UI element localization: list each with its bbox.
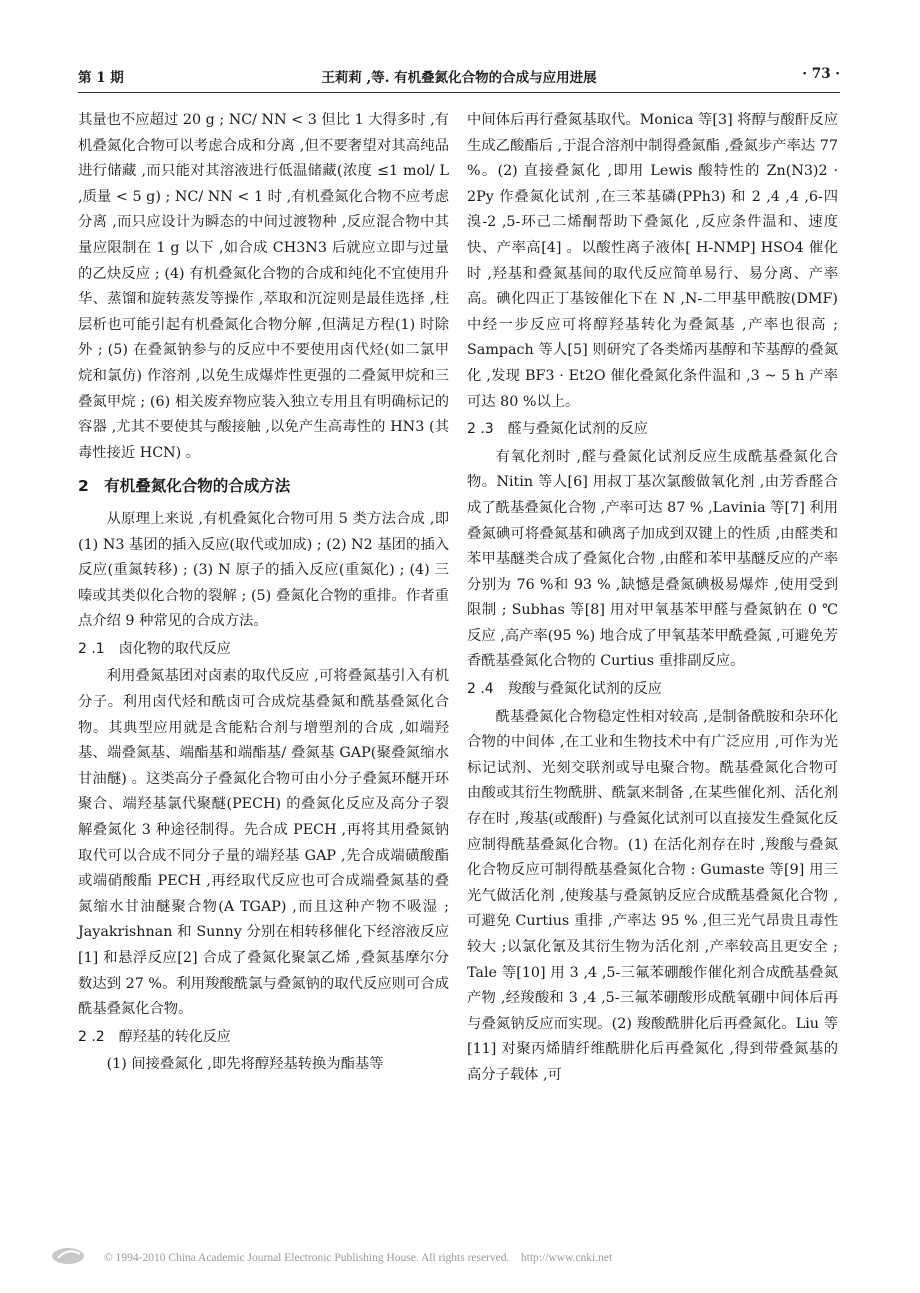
- subsection-heading: 2 .4 羧酸与叠氮化试剂的反应: [467, 681, 662, 698]
- subsection-heading: 2 .1 卤化物的取代反应: [78, 640, 231, 657]
- running-title: 王莉莉 ,等. 有机叠氮化合物的合成与应用进展: [321, 70, 597, 86]
- paragraph: (1) 间接叠氮化 ,即先将醇羟基转换为酯基等: [106, 1056, 384, 1073]
- paragraph: 其量也不应超过 20 g ; NC/ NN < 3 但比 1 大得多时 ,有机叠氮化合物可以考虑合成和分离 ,但不要奢望对其高纯品进行储藏 ,而只能对其溶液进行低温储藏(浓度 ≤1 mol/ L ,质量 < 5 g) ; NC/ NN < 1 时 ,有机叠氮化合物不应考虑分离 ,而只应设计为瞬态的中间过渡物种 ,反应混合物中其量应限制在 1 g 以下 ,如合成 CH3N3 后就应立即与过量的乙炔反应 ; (4) 有机叠氮化合物的合成和纯化不宜使用升华、蒸馏和旋转蒸发等操作 ,萃取和沉淀则是最佳选择 ,柱层析也可能引起有机叠氮化合物分解 ,但满足方程(1) 时除外 ; (5) 在叠氮钠参与的反应中不要使用卤代烃(如二氯甲烷和氯仿) 作溶剂 ,以免生成爆炸性更强的二叠氮甲烷和三叠氮甲烷 ; (6) 相关废弃物应装入独立专用且有明确标记的容器 ,尤其不要使其与酸接触 ,以免产生高毒性的 HN3 (其毒性接近 HCN) 。: [78, 112, 449, 461]
- paragraph: 有氧化剂时 ,醛与叠氮化试剂反应生成酰基叠氮化合物。Nitin 等人[6] 用叔丁基次氯酸做氧化剂 ,由芳香醛合成了酰基叠氮化合物 ,产率可达 87 % ,Lavinia 等[7] 利用叠氮碘可将叠氮基和碘离子加成到双键上的性质 ,由醛类和苯甲基醚类合成了叠氮化合物 ,由醛和苯甲基醚反应的产率分别为 76 %和 93 % ,缺憾是叠氮碘极易爆炸 ,使用受到限制 ; Subhas 等[8] 用对甲氧基苯甲醛与叠氮钠在 0 ℃反应 ,高产率(95 %) 地合成了甲氧基苯甲酰叠氮 ,可避免芳香酰基叠氮化合物的 Curtius 重排副反应。: [467, 448, 838, 670]
- paragraph: 从原理上来说 ,有机叠氮化合物可用 5 类方法合成 ,即(1) N3 基团的插入反应(取代或加成) ; (2) N2 基团的插入反应(重氮转移) ; (3) N 原子的插入反应(重氮化) ; (4) 三嗪或其类似化合物的裂解 ; (5) 叠氮化合物的重排。作者重点介绍 9 种常见的合成方法。: [78, 510, 449, 630]
- page-number: · 73 ·: [802, 66, 840, 82]
- paragraph: 利用叠氮基团对卤素的取代反应 ,可将叠氮基引入有机分子。利用卤代烃和酰卤可合成烷基叠氮和酰基叠氮化合物。其典型应用就是含能粘合剂与增塑剂的合成 ,如端羟基、端叠氮基、端酯基和端酯基/ 叠氮基 GAP(聚叠氮缩水甘油醚) 。这类高分子叠氮化合物可由小分子叠氮环醚开环聚合、端羟基氯代聚醚(PECH) 的叠氮化反应及高分子裂解叠氮化 3 种途径制得。先合成 PECH ,再将其用叠氮钠取代可以合成不同分子量的端羟基 GAP ,先合成端磺酸酯或端硝酸酯 PECH ,再经取代反应也可合成端叠氮基的叠氮缩水甘油醚聚合物(A TGAP) ,而且这种产物不吸湿 ; Jayakrishnan 和 Sunny 分别在相转移催化下经溶液反应[1] 和悬浮反应[2] 合成了叠氮化聚氯乙烯 ,叠氮基摩尔分数达到 27 %。利用羧酸酰氯与叠氮钠的取代反应则可合成酰基叠氮化合物。: [78, 668, 449, 1018]
- section-heading: 2 有机叠氮化合物的合成方法: [78, 477, 291, 496]
- right-column: [467, 108, 838, 1089]
- paragraph: 中间体后再行叠氮基取代。Monica 等[3] 将醇与酸酐反应生成乙酸酯后 ,于混合溶剂中制得叠氮酯 ,叠氮步产率达 77 %。(2) 直接叠氮化 ,即用 Lewis 酸特性的 Zn(N3)2 · 2Py 作叠氮化试剂 ,在三苯基磷(PPh3) 和 2 ,4 ,4 ,6-四溴-2 ,5-环己二烯酮帮助下叠氮化 ,反应条件温和、速度快、产率高[4] 。以酸性离子液体[ H-NMP] HSO4 催化时 ,羟基和叠氮基间的取代反应简单易行、易分离、产率高。碘化四正丁基铵催化下在 N ,N-二甲基甲酰胺(DMF) 中经一步反应可将醇羟基转化为叠氮基 ,产率也很高 ; Sampach 等人[5] 则研究了各类烯丙基醇和苄基醇的叠氮化 ,发现 BF3 · Et2O 催化叠氮化条件温和 ,3 ~ 5 h 产率可达 80 %以上。: [467, 112, 838, 410]
- cnki-logo-icon: [48, 1245, 96, 1267]
- subsection-heading: 2 .2 醇羟基的转化反应: [78, 1028, 231, 1045]
- left-column: [78, 108, 449, 1078]
- copyright-notice: © 1994-2010 China Academic Journal Electronic Publishing House. All rights reserved. http://www.cnki.net: [104, 1252, 613, 1264]
- page-footer: [48, 1245, 808, 1267]
- paragraph: 酰基叠氮化合物稳定性相对较高 ,是制备酰胺和杂环化合物的中间体 ,在工业和生物技术中有广泛应用 ,可作为光标记试剂、光刻交联剂或导电聚合物。酰基叠氮化合物可由酸或其衍生物酰肼、酰氯来制备 ,在某些催化剂、活化剂存在时 ,羧基(或酸酐) 与叠氮化试剂可以直接发生叠氮化反应制得酰基叠氮化合物。(1) 在活化剂存在时 ,羧酸与叠氮化合物反应可制得酰基叠氮化合物 : Gumaste 等[9] 用三光气做活化剂 ,使羧基与叠氮钠反应合成酰基叠氮化合物 ,可避免 Curtius 重排 ,产率达 95 % ,但三光气昂贵且毒性较大 ;以氯化氰及其衍生物为活化剂 ,产率较高且更安全 ; Tale 等[10] 用 3 ,4 ,5-三氟苯硼酸作催化剂合成酰基叠氮产物 ,经羧酸和 3 ,4 ,5-三氟苯硼酸形成酰氧硼中间体后再与叠氮钠反应而实现。(2) 羧酸酰肼化后再叠氮化。Liu 等[11] 对聚丙烯腈纤维酰肼化后再叠氮化 ,得到带叠氮基的高分子载体 ,可: [467, 708, 838, 1083]
- page-header: [78, 66, 840, 88]
- issue-number: 第 1 期: [78, 70, 124, 86]
- subsection-heading: 2 .3 醛与叠氮化试剂的反应: [467, 421, 648, 438]
- header-rule: [78, 92, 840, 93]
